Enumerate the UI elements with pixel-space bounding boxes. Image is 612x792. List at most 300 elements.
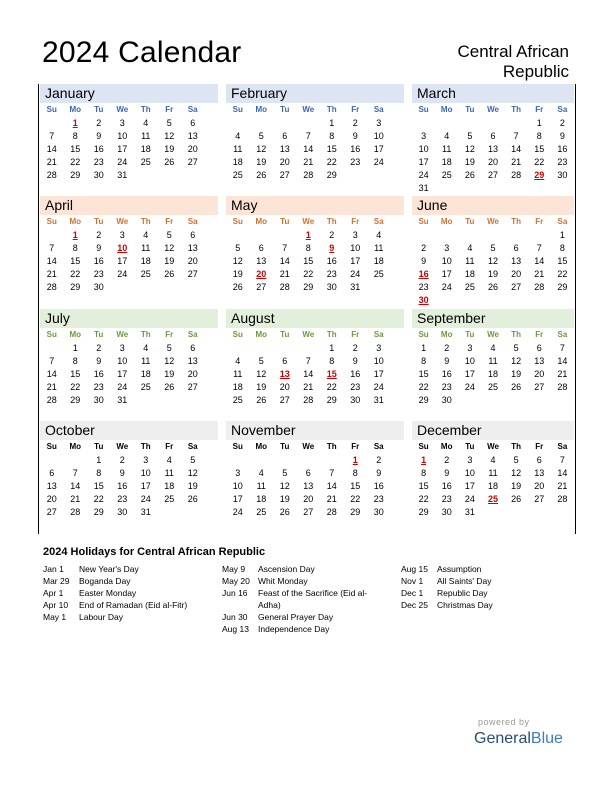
- day-cell: 4: [490, 455, 496, 465]
- day-cell: 18: [140, 256, 151, 266]
- holiday-name: Republic Day: [437, 588, 488, 598]
- day-cell: 4: [166, 455, 172, 465]
- day-cell: 7: [559, 455, 565, 465]
- holiday-name: End of Ramadan (Eid al-Fitr): [79, 600, 188, 610]
- day-cell: 4: [258, 468, 264, 478]
- day-cell: 24: [117, 157, 128, 167]
- weekday-label: Fr: [535, 442, 544, 451]
- day-cell: 11: [488, 356, 498, 366]
- weekday-label: We: [487, 217, 499, 226]
- week-row: [412, 467, 574, 480]
- day-cell: 15: [93, 481, 104, 491]
- day-cell: 9: [352, 131, 358, 141]
- day-cell: 30: [326, 282, 337, 292]
- day-cell: 21: [46, 269, 57, 279]
- month-name: September: [412, 309, 574, 328]
- day-cell: [481, 229, 504, 242]
- weekday-header: [40, 328, 218, 342]
- day-cell: 4: [376, 230, 382, 240]
- day-cell: 23: [350, 382, 361, 392]
- day-cell: 2: [444, 455, 450, 465]
- day-cell: 31: [350, 282, 361, 292]
- day-cell: 2: [96, 343, 102, 353]
- day-cell: 13: [279, 144, 290, 154]
- day-cell: 25: [441, 170, 452, 180]
- day-cell: [481, 182, 504, 195]
- month-october: [40, 421, 218, 533]
- day-cell: 16: [441, 481, 452, 491]
- day-cell: 29: [557, 282, 568, 292]
- day-cell: 20: [303, 494, 314, 504]
- week-row: [40, 454, 218, 467]
- month-name: June: [412, 196, 574, 215]
- holiday-date: May 1: [43, 612, 67, 622]
- day-cell: 17: [117, 256, 128, 266]
- weekday-label: We: [302, 217, 315, 226]
- day-cell: 11: [141, 356, 151, 366]
- day-cell: 6: [282, 356, 288, 366]
- day-cell: 29: [70, 282, 81, 292]
- day-cell: 9: [444, 356, 450, 366]
- day-cell: 26: [511, 382, 522, 392]
- week-row: [412, 506, 574, 519]
- weekday-label: Th: [140, 217, 151, 226]
- day-cell: 20: [534, 481, 545, 491]
- day-cell: 19: [487, 269, 498, 279]
- day-cell: 3: [467, 455, 473, 465]
- day-cell: 9: [96, 356, 102, 366]
- day-cell: 5: [258, 131, 264, 141]
- day-cell: 18: [441, 157, 452, 167]
- holiday-item: [43, 575, 213, 587]
- day-cell: 19: [511, 369, 522, 379]
- day-cell: [528, 182, 551, 195]
- day-cell: 30: [93, 282, 104, 292]
- holiday-name: Independence Day: [258, 624, 330, 634]
- day-cell: [111, 281, 135, 294]
- day-cell: 11: [256, 481, 266, 491]
- week-row: [226, 229, 404, 242]
- day-cell: [505, 117, 528, 130]
- week-row: [40, 394, 218, 407]
- day-cell: 17: [441, 269, 452, 279]
- day-cell: 5: [513, 455, 519, 465]
- day-cell: 15: [70, 256, 81, 266]
- day-cell: 5: [190, 455, 196, 465]
- week-row: [226, 130, 404, 143]
- day-cell: 13: [187, 243, 198, 253]
- day-cell: 3: [235, 468, 241, 478]
- day-cell: 25: [164, 494, 175, 504]
- weekday-label: Tu: [465, 217, 475, 226]
- day-cell: 18: [487, 369, 498, 379]
- weekday-label: Th: [326, 217, 337, 226]
- day-cell: 10: [373, 356, 384, 366]
- day-cell: 11: [141, 131, 151, 141]
- brand-general: General: [474, 730, 531, 747]
- day-cell: 28: [46, 395, 57, 405]
- weekday-header: [40, 215, 218, 229]
- week-row: [226, 493, 404, 506]
- day-cell: 19: [164, 144, 175, 154]
- week-row: [40, 143, 218, 156]
- day-cell: 10: [117, 131, 128, 141]
- day-cell: 14: [557, 356, 568, 366]
- day-cell: [458, 182, 481, 195]
- day-cell: 30: [350, 395, 361, 405]
- day-cell: [458, 229, 481, 242]
- day-cell: 1: [421, 455, 427, 465]
- weekday-label: Su: [418, 442, 429, 451]
- day-cell: 4: [235, 131, 241, 141]
- day-cell: 16: [373, 481, 384, 491]
- day-cell: 20: [487, 157, 498, 167]
- day-cell: 25: [140, 269, 151, 279]
- day-cell: 29: [303, 282, 314, 292]
- day-cell: 2: [376, 455, 382, 465]
- day-cell: 7: [513, 131, 519, 141]
- weekday-label: Tu: [94, 330, 104, 339]
- holiday-name: Ascension Day: [258, 564, 315, 574]
- day-cell: 16: [93, 256, 104, 266]
- weekday-label: We: [116, 442, 129, 451]
- day-cell: 27: [279, 170, 290, 180]
- week-row: [40, 156, 218, 169]
- day-cell: 5: [235, 243, 241, 253]
- day-cell: 14: [70, 481, 81, 491]
- day-cell: 6: [190, 343, 196, 353]
- week-row: [412, 242, 574, 255]
- weekday-label: Mo: [440, 442, 453, 451]
- day-cell: [40, 229, 64, 242]
- day-cell: 11: [233, 369, 243, 379]
- holiday-name: Boganda Day: [79, 576, 131, 586]
- weekday-label: Sa: [373, 217, 384, 226]
- day-cell: [297, 454, 321, 467]
- day-cell: [134, 281, 158, 294]
- day-cell: [158, 169, 182, 182]
- day-cell: 14: [46, 369, 57, 379]
- day-cell: 22: [93, 494, 104, 504]
- day-cell: 21: [46, 157, 57, 167]
- day-cell: 5: [490, 243, 496, 253]
- day-cell: 3: [119, 343, 125, 353]
- holiday-item: [401, 587, 571, 599]
- weekday-label: Th: [140, 442, 151, 451]
- day-cell: [505, 394, 528, 407]
- weekday-label: Fr: [535, 330, 544, 339]
- day-cell: 7: [305, 131, 311, 141]
- weekday-header: [40, 440, 218, 454]
- day-cell: [528, 229, 551, 242]
- weekday-label: Fr: [535, 105, 544, 114]
- weekday-label: Sa: [187, 217, 198, 226]
- day-cell: [481, 117, 504, 130]
- weekday-label: Tu: [465, 442, 475, 451]
- day-cell: 30: [117, 507, 128, 517]
- weekday-label: Th: [511, 330, 522, 339]
- powered-by-text: powered by: [478, 717, 530, 727]
- holiday-date: Nov 1: [401, 576, 424, 586]
- day-cell: 17: [140, 481, 151, 491]
- day-cell: [481, 506, 504, 519]
- day-cell: 5: [166, 343, 172, 353]
- week-row: [412, 169, 574, 182]
- day-cell: 13: [256, 256, 267, 266]
- day-cell: [551, 182, 574, 195]
- month-july: [40, 309, 218, 421]
- day-cell: 15: [350, 481, 361, 491]
- day-cell: 3: [376, 118, 382, 128]
- day-cell: 30: [418, 295, 429, 305]
- weekday-label: We: [116, 217, 129, 226]
- day-cell: 13: [279, 369, 290, 379]
- weekday-header: [226, 215, 404, 229]
- day-cell: 2: [329, 230, 335, 240]
- day-cell: 9: [119, 468, 125, 478]
- week-row: [40, 368, 218, 381]
- weekday-label: Mo: [440, 217, 453, 226]
- day-cell: 14: [46, 144, 57, 154]
- day-cell: 14: [303, 369, 314, 379]
- week-row: [412, 493, 574, 506]
- day-cell: 29: [70, 395, 81, 405]
- day-cell: 23: [93, 157, 104, 167]
- month-name: March: [412, 84, 574, 103]
- week-row: [412, 294, 574, 307]
- brand-logo[interactable]: [474, 730, 563, 748]
- page-title: 2024 Calendar: [42, 36, 242, 69]
- day-cell: 3: [421, 131, 427, 141]
- day-cell: 28: [70, 507, 81, 517]
- day-cell: 29: [326, 395, 337, 405]
- holiday-name: All Saints' Day: [437, 576, 492, 586]
- day-cell: 25: [232, 395, 243, 405]
- day-cell: 1: [72, 230, 78, 240]
- day-cell: 24: [350, 269, 361, 279]
- weekday-label: Fr: [351, 330, 360, 339]
- week-row: [40, 467, 218, 480]
- day-cell: 6: [305, 468, 311, 478]
- day-cell: [181, 506, 205, 519]
- weekday-label: We: [487, 330, 499, 339]
- day-cell: 22: [303, 269, 314, 279]
- day-cell: 3: [376, 343, 382, 353]
- day-cell: 13: [187, 131, 198, 141]
- holiday-date: May 9: [222, 564, 246, 574]
- week-row: [40, 268, 218, 281]
- day-cell: [505, 506, 528, 519]
- week-row: [226, 480, 404, 493]
- day-cell: 6: [513, 243, 519, 253]
- day-cell: 27: [534, 382, 545, 392]
- weekday-header: [412, 215, 574, 229]
- day-cell: 25: [140, 382, 151, 392]
- day-cell: 11: [233, 144, 243, 154]
- day-cell: 22: [418, 494, 429, 504]
- week-row: [412, 355, 574, 368]
- weekday-header: [412, 440, 574, 454]
- day-cell: [181, 281, 205, 294]
- day-cell: 24: [117, 269, 128, 279]
- week-row: [412, 182, 574, 195]
- day-cell: 15: [326, 369, 337, 379]
- day-cell: 10: [232, 481, 243, 491]
- week-row: [40, 281, 218, 294]
- week-row: [226, 169, 404, 182]
- day-cell: [320, 454, 344, 467]
- day-cell: 10: [418, 144, 429, 154]
- day-cell: 7: [49, 131, 55, 141]
- day-cell: 7: [536, 243, 542, 253]
- month-may: [226, 196, 404, 308]
- day-cell: 5: [513, 343, 519, 353]
- week-row: [40, 342, 218, 355]
- holiday-item: [222, 587, 387, 611]
- day-cell: 15: [418, 481, 429, 491]
- day-cell: 23: [441, 382, 452, 392]
- country-name: [458, 42, 570, 82]
- day-cell: [226, 229, 250, 242]
- weekday-header: [412, 103, 574, 117]
- day-cell: 2: [96, 118, 102, 128]
- week-row: [412, 268, 574, 281]
- day-cell: 9: [421, 256, 427, 266]
- day-cell: 9: [329, 243, 335, 253]
- day-cell: 22: [326, 157, 337, 167]
- day-cell: 19: [187, 481, 198, 491]
- day-cell: 11: [465, 256, 475, 266]
- weekday-label: Sa: [557, 105, 568, 114]
- day-cell: 7: [559, 343, 565, 353]
- day-cell: 8: [72, 243, 78, 253]
- day-cell: 27: [303, 507, 314, 517]
- day-cell: [435, 182, 458, 195]
- day-cell: 26: [164, 157, 175, 167]
- weekday-label: Tu: [280, 217, 290, 226]
- holiday-item: [222, 611, 387, 623]
- day-cell: 3: [467, 343, 473, 353]
- day-cell: 8: [305, 243, 311, 253]
- weekday-label: Tu: [280, 442, 290, 451]
- day-cell: 27: [187, 382, 198, 392]
- weekday-label: Tu: [280, 330, 290, 339]
- day-cell: 12: [256, 144, 267, 154]
- day-cell: [250, 454, 274, 467]
- week-row: [40, 506, 218, 519]
- weekday-label: Mo: [69, 330, 82, 339]
- day-cell: 10: [441, 256, 452, 266]
- weekday-label: Sa: [187, 105, 198, 114]
- day-cell: 23: [326, 269, 337, 279]
- weekday-label: Fr: [165, 442, 174, 451]
- weekday-label: Su: [418, 217, 429, 226]
- day-cell: 18: [232, 382, 243, 392]
- month-name: April: [40, 196, 218, 215]
- week-row: [412, 368, 574, 381]
- day-cell: [158, 281, 182, 294]
- day-cell: 5: [258, 356, 264, 366]
- day-cell: 16: [418, 269, 429, 279]
- day-cell: 17: [373, 369, 384, 379]
- day-cell: 28: [303, 170, 314, 180]
- day-cell: 26: [511, 494, 522, 504]
- weekday-label: Su: [232, 105, 243, 114]
- day-cell: 4: [143, 230, 149, 240]
- day-cell: 24: [418, 170, 429, 180]
- day-cell: [40, 342, 64, 355]
- holiday-name: Christmas Day: [437, 600, 493, 610]
- day-cell: 31: [418, 183, 429, 193]
- day-cell: 8: [421, 356, 427, 366]
- day-cell: [134, 394, 158, 407]
- day-cell: 9: [96, 131, 102, 141]
- day-cell: 21: [557, 369, 568, 379]
- day-cell: 7: [329, 468, 335, 478]
- weekday-label: Th: [326, 442, 337, 451]
- day-cell: 6: [190, 118, 196, 128]
- day-cell: 30: [441, 395, 452, 405]
- week-row: [226, 255, 404, 268]
- day-cell: 7: [49, 356, 55, 366]
- weekday-header: [226, 328, 404, 342]
- day-cell: 23: [557, 157, 568, 167]
- day-cell: 15: [557, 256, 568, 266]
- day-cell: 8: [559, 243, 565, 253]
- holiday-date: Dec 25: [401, 600, 428, 610]
- holiday-date: Jun 30: [222, 612, 248, 622]
- month-december: [412, 421, 574, 533]
- weekday-label: Fr: [165, 217, 174, 226]
- day-cell: 15: [70, 369, 81, 379]
- day-cell: [297, 342, 321, 355]
- day-cell: [181, 169, 205, 182]
- day-cell: 31: [117, 170, 128, 180]
- day-cell: 8: [536, 131, 542, 141]
- day-cell: 3: [444, 243, 450, 253]
- day-cell: 1: [96, 455, 102, 465]
- day-cell: 29: [534, 170, 545, 180]
- day-cell: 24: [232, 507, 243, 517]
- day-cell: 19: [256, 382, 267, 392]
- weekday-header: [412, 328, 574, 342]
- holiday-date: May 20: [222, 576, 250, 586]
- day-cell: 18: [487, 481, 498, 491]
- holiday-date: Apr 1: [43, 588, 64, 598]
- day-cell: [458, 394, 481, 407]
- day-cell: 3: [119, 118, 125, 128]
- day-cell: 29: [93, 507, 104, 517]
- day-cell: 1: [329, 118, 335, 128]
- day-cell: 27: [534, 494, 545, 504]
- day-cell: 31: [464, 507, 475, 517]
- weekday-label: Mo: [255, 442, 268, 451]
- weekday-header: [226, 440, 404, 454]
- week-row: [40, 381, 218, 394]
- weekday-label: We: [116, 105, 129, 114]
- day-cell: 26: [164, 269, 175, 279]
- day-cell: 21: [303, 382, 314, 392]
- day-cell: 5: [467, 131, 473, 141]
- weekday-label: Su: [232, 330, 243, 339]
- holiday-column: [43, 563, 213, 623]
- day-cell: 16: [350, 144, 361, 154]
- day-cell: 26: [279, 507, 290, 517]
- day-cell: 24: [140, 494, 151, 504]
- weekday-label: We: [302, 105, 315, 114]
- day-cell: 26: [256, 395, 267, 405]
- day-cell: [551, 294, 574, 307]
